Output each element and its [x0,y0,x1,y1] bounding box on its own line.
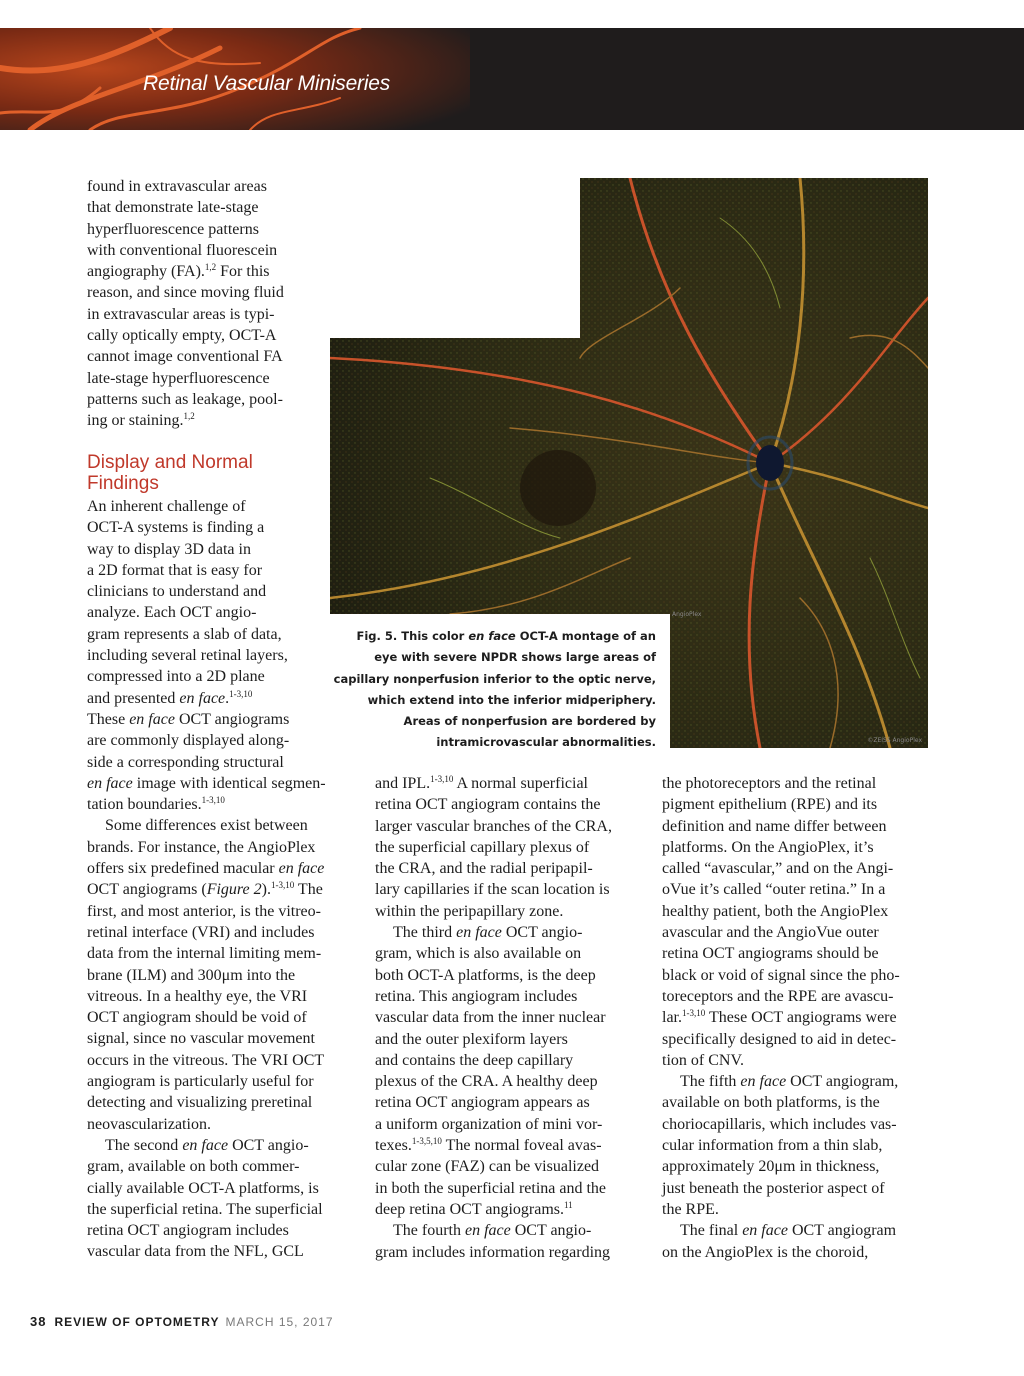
watermark-bottom: ©ZEISS AngioPlex [867,737,922,744]
paragraph: The second en face OCT angio- gram, available on both commer- cially available OCT-A platforms, is the superficial retina. The superficial retina OCT angiogram includes vascular data from the NFL, GCL [87,1136,323,1261]
column-b-text [375,773,645,1263]
paragraph: the photoreceptors and the retinal pigment epithelium (RPE) and its definition and name differ between platforms. On the AngioPlex, it’s called “avascular,” and on the Angi- oVue it’s called “outer retina.” In a healthy patient, both the AngioPlex avascular and the AngioVue outer retina OCT angiograms should be black or void of signal since the pho- toreceptors and the RPE are avascu- lar.$^{1-3,10}$ These OCT angiograms were specifically designed to aid in detec- tion of CNV. [662,775,900,1069]
column-a-top-text [87,176,327,432]
page-footer [30,1314,334,1329]
paragraph: and IPL.$^{1-3,10}$ A normal superficial retina OCT angiogram contains the larger vascular branches of the CRA, the superficial capillary plexus of the CRA, and the radial peripapil- lary capillaries if the scan location is within the peripapillary zone. [375,774,612,920]
paragraph: The third en face OCT angio- gram, which is also available on both OCT-A platforms, is the deep retina. This angiogram includes vascular data from the inner nuclear and the outer plexiform layers and contains the deep capillary plexus of the CRA. A healthy deep retina OCT angiogram appears as a uniform organization of mini vor- texes.$^{1-3,5,10}$ The normal foveal avas- cular zone (FAZ) can be visualized in both the superficial retina and the deep retina OCT angiograms.$^{11}$ [375,924,607,1218]
page-number: 38 [30,1314,47,1329]
column-a-bottom-text [87,496,357,1263]
issue-date: MARCH 15, 2017 [225,1315,334,1329]
figure-caption: Fig. 5. This color en face OCT-A montage of an eye with severe NPDR shows large areas of capillary nonperfusion inferior to the optic nerve, which extend into the inferior midperiphery. Areas of nonperfusion are bordered by intramicrovascular abnormalities. [333,629,656,750]
header-banner [0,28,1024,130]
watermark-top: AngioPlex [672,611,702,618]
paragraph: found in extravascular areas that demonstrate late-stage hyperfluorescence patterns with conventional fluorescein angiography (FA).$^{1,2}$ For this reason, and since moving fluid in extravascular areas is typi- cally optically empty, OCT-A cannot image conventional FA late-stage hyperfluorescence patterns such as leakage, pool- ing or staining.$^{1,2}$ [87,178,284,430]
paragraph: Some differences exist between brands. For instance, the AngioPlex offers six predefined macular en face OCT angiograms (Figure 2).$^{1-3,10}$ The first, and most anterior, is the vitreo- retinal interface (VRI) and includes data from the internal limiting mem- brane (ILM) and 300μm into the vitreous. In a healthy eye, the VRI OCT angiogram should be void of signal, since no vascular movement occurs in the vitreous. The VRI OCT angiogram is particularly useful for detecting and visualizing preretinal neovascularization. [87,817,325,1133]
journal-name: REVIEW OF OPTOMETRY [54,1315,220,1329]
paragraph: The fifth en face OCT angiogram, available on both platforms, is the choriocapillaris, which includes vas- cular information from a thin slab, approximately 20μm in thickness, just beneath the posterior aspect of the RPE. [662,1073,899,1218]
paragraph: An inherent challenge of OCT-A systems is finding a way to display 3D data in a 2D format that is easy for clinicians to understand and analyze. Each OCT angio- gram represents a slab of data, including several retinal layers, compressed into a 2D plane and presented en face.$^{1-3,10}$ These en face OCT angiograms are commonly displayed along- side a corresponding structural en face image with identical segmen- tation boundaries.$^{1-3,10}$ [87,498,326,814]
paragraph: The final en face OCT angiogram on the AngioPlex is the choroid, [662,1222,897,1261]
paragraph: The fourth en face OCT angio- gram includes information regarding [375,1222,611,1261]
column-c-text [662,773,932,1263]
series-title: Retinal Vascular Miniseries [143,72,391,95]
section-heading: Display and Normal Findings [87,452,253,494]
